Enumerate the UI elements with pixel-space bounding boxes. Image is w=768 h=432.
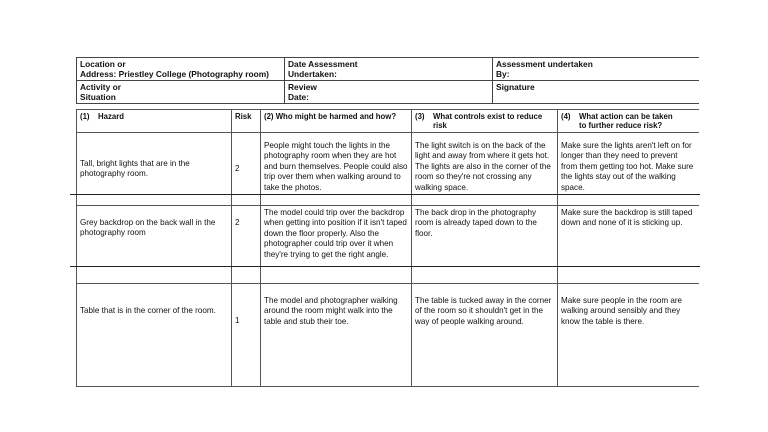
review-cell [285, 81, 493, 104]
who-column-title: Who might be harmed and how? [275, 112, 397, 121]
hazard-cell: Tall, bright lights that are in the photography room. [77, 133, 232, 206]
who-column-number: (2) [264, 112, 274, 121]
table-row [77, 206, 699, 284]
date-assessment-label: Date Assessment [288, 59, 358, 69]
hazard-column-number: (1) [80, 112, 90, 121]
hazard-cell: Grey backdrop on the back wall in the photography room [77, 206, 232, 284]
action-cell: Make sure the lights aren't left on for longer than they need to prevent from them getting too hot. Make sure the lights stay out of the walking space. [558, 133, 699, 206]
risk-cell: 2 [232, 206, 261, 284]
by-label: By: [496, 69, 510, 79]
activity-cell [77, 81, 285, 104]
activity-label: Activity or [80, 82, 121, 92]
controls-column-header [412, 110, 558, 133]
risk-cell [232, 284, 261, 387]
controls-cell: The back drop in the photography room is already taped down to the floor. [412, 206, 558, 284]
action-column-title: What action can be taken [579, 112, 673, 121]
who-cell: People might touch the lights in the photography room when they are hot and burn themselves. People could also trip over them when walking around to take the photos. [261, 133, 412, 206]
date-label: Date: [288, 92, 309, 102]
controls-column-title: What controls exist to reduce [433, 112, 543, 121]
action-cell: Make sure the backdrop is still taped down and none of it is sticking up. [558, 206, 699, 284]
assessment-undertaken-label: Assessment undertaken [496, 59, 593, 69]
signature-label: Signature [496, 82, 535, 92]
column-header-row [77, 110, 699, 133]
action-column-number: (4) [561, 112, 571, 121]
controls-cell: The light switch is on the back of the light and away from where it gets hot. The lights are also in the corner of the room so they're not crossing any walking space. [412, 133, 558, 206]
risk-assessment-table [76, 109, 699, 387]
header-row-location [77, 58, 699, 81]
address-label: Address: Priestley College (Photography room) [80, 69, 269, 79]
date-assessment-cell [285, 58, 493, 81]
situation-label: Situation [80, 92, 116, 102]
who-column-header [261, 110, 412, 133]
assessment-header-table [76, 57, 699, 104]
hazard-column-title: Hazard [98, 112, 124, 121]
table-row [77, 284, 699, 387]
action-column-title-line2: to further reduce risk? [579, 121, 663, 130]
assessment-undertaken-cell [493, 58, 699, 81]
controls-cell: The table is tucked away in the corner of the room so it shouldn't get in the way of people walking around. [412, 284, 558, 387]
review-label: Review [288, 82, 317, 92]
who-cell: The model and photographer walking around the room might walk into the table and stub their toe. [261, 284, 412, 387]
row-divider-line [70, 194, 700, 195]
action-cell: Make sure people in the room are walking around sensibly and they know the table is there. [558, 284, 699, 387]
controls-column-number: (3) [415, 112, 425, 121]
hazard-column-header [77, 110, 232, 133]
risk-value: 1 [235, 316, 240, 325]
row-divider-line [70, 266, 700, 267]
hazard-text: Table that is in the corner of the room. [80, 306, 216, 315]
controls-column-title-line2: risk [433, 121, 447, 130]
who-cell: The model could trip over the backdrop when getting into position if it isn't taped down the floor properly. Also the photographer could trip over it when they're trying to get the right angle. [261, 206, 412, 284]
hazard-cell [77, 284, 232, 387]
risk-cell: 2 [232, 133, 261, 206]
location-label: Location or [80, 59, 126, 69]
undertaken-label: Undertaken: [288, 69, 337, 79]
action-column-header [558, 110, 699, 133]
signature-cell [493, 81, 699, 104]
location-cell [77, 58, 285, 81]
risk-column-header [232, 110, 261, 133]
header-row-activity [77, 81, 699, 104]
risk-column-title: Risk [235, 112, 252, 121]
